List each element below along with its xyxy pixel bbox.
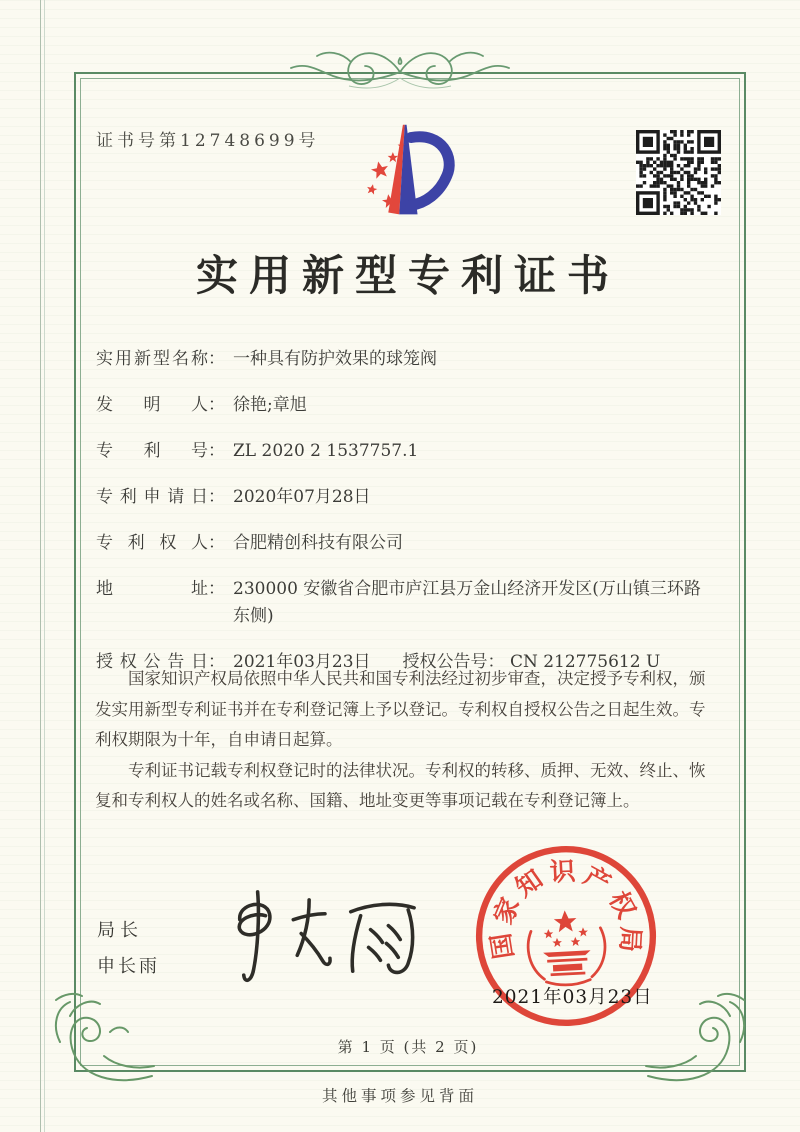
svg-text:家: 家 [488,893,527,929]
field-value: 2021年03月23日 [233,652,371,672]
svg-text:知: 知 [510,864,549,904]
director-handwritten-signature [214,886,432,990]
page-number: 第 1 页 (共 2 页) [337,1038,479,1056]
colon: ： [208,579,225,599]
field-value: 2020年07月28日 [233,487,371,507]
field-filing-date [96,484,721,511]
field-value: ZL 2020 2 1537757.1 [233,441,419,461]
field-utility-model-name [96,346,721,373]
field-label: 授权公告号 [402,652,488,672]
qr-code [636,130,721,215]
field-label: 实用新型名称 [96,349,208,369]
field-label: 地址 [96,579,208,599]
field-label: 专利号 [96,441,208,461]
seal-date: 2021年03月23日 [492,987,653,1008]
colon: ： [208,652,225,672]
field-address [96,576,721,630]
field-value: CN 212775612 U [509,652,661,672]
field-label: 发明人 [96,395,208,415]
svg-text:局: 局 [614,925,646,953]
director-title: 局长 [97,920,143,941]
field-label: 专利权人 [96,533,208,553]
field-label: 专利申请日 [96,487,208,507]
certificate-title: 实用新型专利证书 [195,251,620,300]
back-side-note: 其他事项参见背面 [321,1087,478,1105]
svg-text:产: 产 [578,860,616,900]
svg-text:权: 权 [602,886,642,924]
legal-text [95,664,719,817]
colon: ： [208,395,225,415]
svg-text:识: 识 [549,856,577,888]
cnipa-logo-icon [338,112,466,238]
field-value: 合肥精创科技有限公司 [233,533,403,553]
colon: ： [208,487,225,507]
colon: ： [208,533,225,553]
legal-paragraph-1: 国家知识产权局依照中华人民共和国专利法经过初步审查，决定授予专利权，颁发实用新型专利证书并在专利登记簿上予以登记。专利权自授权公告之日起生效。专利权期限为十年，自申请日起算。 [95,669,706,749]
colon: ： [208,441,225,461]
certificate-fields [96,346,721,695]
field-value: 徐艳;章旭 [233,395,307,415]
top-center-flourish-ornament [287,36,513,106]
field-value: 230000 安徽省合肥市庐江县万金山经济开发区(万山镇三环路东侧) [233,579,701,626]
field-inventor [96,392,721,419]
field-patentee [96,530,721,557]
field-label: 授权公告日 [96,652,208,672]
colon: ： [208,349,225,369]
field-value: 一种具有防护效果的球笼阀 [233,349,437,369]
field-patent-number [96,438,721,465]
svg-text:国: 国 [486,930,520,961]
certificate-number: 证书号第12748699号 [96,131,320,151]
scan-page-edge [40,0,45,1132]
legal-paragraph-2: 专利证书记载专利权登记时的法律状况。专利权的转移、质押、无效、终止、恢复和专利权人的姓名或名称、国籍、地址变更等事项记载在专利登记簿上。 [95,760,706,810]
colon: ： [487,652,505,672]
director-name: 申长雨 [97,956,160,977]
